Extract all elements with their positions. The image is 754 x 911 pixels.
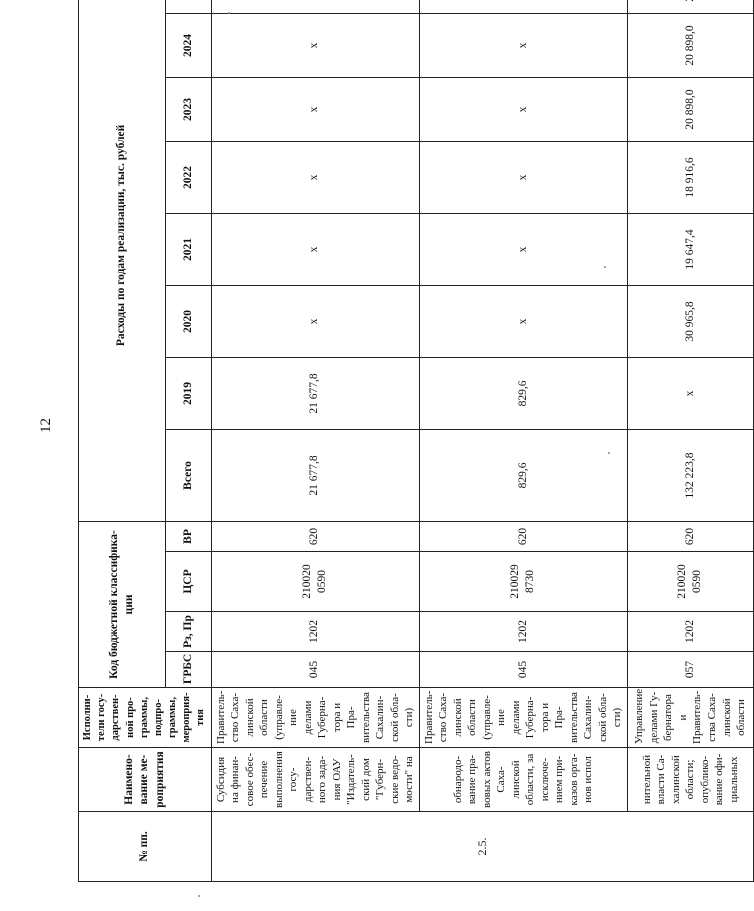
row-vr: 620 — [419, 521, 627, 551]
row-grbs: 057 — [627, 652, 753, 688]
row-2020: x — [419, 285, 627, 357]
header-2024: 2024 — [166, 13, 211, 77]
row-2025 — [627, 0, 753, 13]
table-row — [211, 0, 419, 882]
header-no: № пп. — [79, 812, 212, 882]
row-total: 21 677,8 — [211, 429, 419, 521]
table-row — [419, 0, 627, 882]
row-executor: Управление делами Губернатора и Правительства Сахалинской области — [627, 688, 753, 748]
row-vr: 620 — [211, 521, 419, 551]
row-rzpr: 1202 — [627, 612, 753, 652]
row-2021: 19 647,4 — [627, 213, 753, 285]
row-name: нительной власти Сахалинской области; опубликование официальных — [627, 748, 753, 812]
header-name: Наименование мероприятия — [79, 748, 212, 812]
row-2019: 829,6 — [419, 357, 627, 429]
row-2025 — [419, 0, 627, 13]
row-executor: Правительство Сахалинской области (управление делами Губернатора и Правительства Сахалинской области) — [211, 688, 419, 748]
header-budget-code: Код бюджетной классификации — [79, 521, 166, 687]
row-2023: 20 898,0 — [627, 77, 753, 141]
header-2019: 2019 — [166, 357, 211, 429]
row-total: 829,6 — [419, 429, 627, 521]
scan-speck — [198, 895, 200, 897]
row-rzpr: 1202 — [419, 612, 627, 652]
header-2021: 2021 — [166, 213, 211, 285]
row-2023: x — [211, 77, 419, 141]
row-vr: 620 — [627, 521, 753, 551]
row-2022: x — [211, 141, 419, 213]
row-2024: x — [419, 13, 627, 77]
row-csr: 210020 0590 — [211, 552, 419, 612]
row-name: Субсидия на финансовое обеспечение выполнения государственного задания ОАУ "Издательский дом "Губернские ведомости" на — [211, 748, 419, 812]
row-2023: x — [419, 77, 627, 141]
page-number: 12 — [38, 418, 54, 433]
rotated-table-sheet — [78, 14, 748, 882]
row-number: 2.5. — [211, 812, 753, 882]
row-csr: 210020 0590 — [627, 552, 753, 612]
row-2019: 21 677,8 — [211, 357, 419, 429]
row-executor: Правительство Сахалинской области (управление делами Губернатора и Правительства Сахалинской области) — [419, 688, 627, 748]
header-executors: Исполнители государственной программы, подпрограммы, мероприятия — [79, 688, 212, 748]
header-2020: 2020 — [166, 285, 211, 357]
row-name: обнародование правовых актов Сахалинской области, за исключением приказов органов испол — [419, 748, 627, 812]
row-2021: x — [211, 213, 419, 285]
row-2022: x — [419, 141, 627, 213]
row-2024: 20 898,0 — [627, 13, 753, 77]
row-2020: x — [211, 285, 419, 357]
header-2023: 2023 — [166, 77, 211, 141]
row-2022: 18 916,6 — [627, 141, 753, 213]
header-total: Всего — [166, 429, 211, 521]
header-2025 — [166, 0, 211, 13]
row-rzpr: 1202 — [211, 612, 419, 652]
header-vr: ВР — [166, 521, 211, 551]
row-grbs: 045 — [211, 652, 419, 688]
header-csr: ЦСР — [166, 552, 211, 612]
row-grbs: 045 — [419, 652, 627, 688]
scan-speck — [608, 452, 610, 454]
table-row — [627, 0, 753, 882]
header-expenses: Расходы по годам реализации, тыс. рублей — [79, 0, 166, 521]
row-csr: 210029 8730 — [419, 552, 627, 612]
expenses-table — [78, 0, 754, 882]
row-2024: x — [211, 13, 419, 77]
row-2025 — [211, 0, 419, 13]
row-2019: x — [627, 357, 753, 429]
header-2022: 2022 — [166, 141, 211, 213]
scan-speck — [604, 266, 606, 268]
scan-speck — [228, 12, 230, 14]
row-total: 132 223,8 — [627, 429, 753, 521]
row-2021: x — [419, 213, 627, 285]
row-2020: 30 965,8 — [627, 285, 753, 357]
header-grbs: ГРБС — [166, 652, 211, 688]
header-rzpr: Рз, Пр — [166, 612, 211, 652]
